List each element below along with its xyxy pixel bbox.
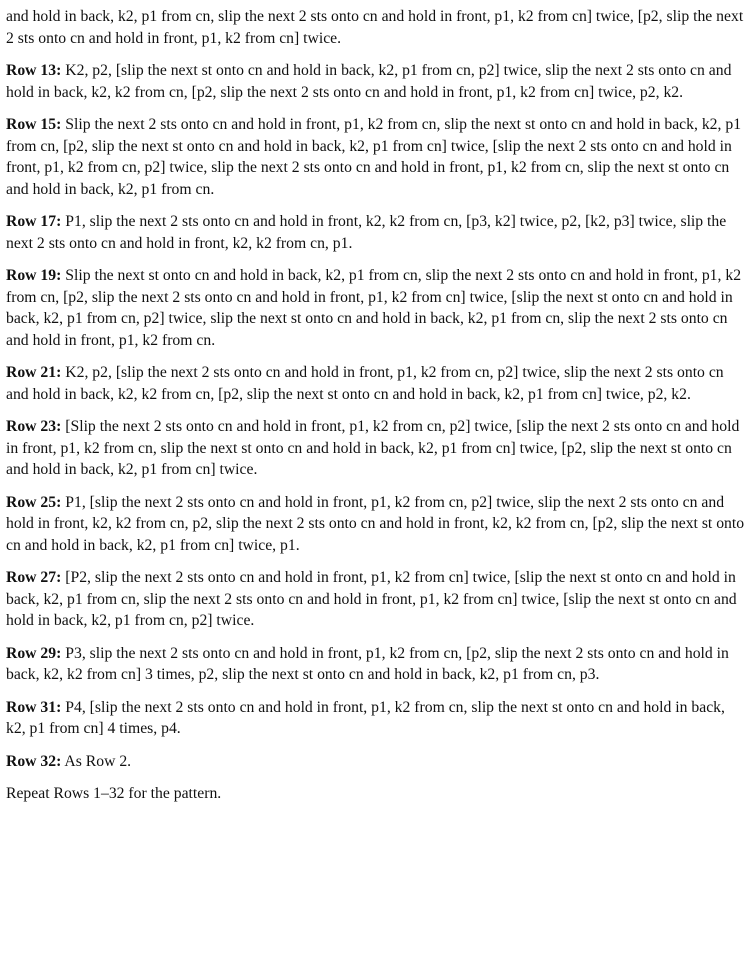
row-17-paragraph bbox=[6, 211, 746, 254]
row-17-label: Row 17: bbox=[6, 213, 62, 230]
row-23-text: [Slip the next 2 sts onto cn and hold in front, p1, k2 from cn, p2] twice, [slip the next 2 sts onto cn and hold in front, p1, k2 from cn, slip the next st onto cn and hold in back, k2, p1 from cn] twice, [p2, slip the next st onto cn and hold in back, k2, p1 from cn] twice. bbox=[6, 418, 740, 478]
row-25-paragraph bbox=[6, 492, 746, 557]
row-27-paragraph bbox=[6, 567, 746, 632]
row-19-label: Row 19: bbox=[6, 267, 62, 284]
row-32-text: As Row 2. bbox=[64, 752, 132, 770]
row-13-label: Row 13: bbox=[6, 62, 62, 79]
row-27-label: Row 27: bbox=[6, 569, 62, 586]
row-31-paragraph bbox=[6, 697, 746, 740]
row-32-paragraph bbox=[6, 751, 746, 773]
document-page bbox=[6, 6, 746, 816]
row-13-text: K2, p2, [slip the next st onto cn and hold in back, k2, p1 from cn, p2] twice, slip the next 2 sts onto cn and hold in back, k2, k2 from cn, [p2, slip the next 2 sts onto cn and hold in front, p1, k2 from cn] twice, p2, k2. bbox=[6, 62, 732, 101]
row-32-label: Row 32: bbox=[6, 752, 62, 770]
row-29-text: P3, slip the next 2 sts onto cn and hold in front, p1, k2 from cn, [p2, slip the next 2 sts onto cn and hold in back, k2, k2 from cn] 3 times, p2, slip the next st onto cn and hold in back, k2, p1 from cn, p3. bbox=[6, 644, 729, 683]
row-27-text: [P2, slip the next 2 sts onto cn and hold in front, p1, k2 from cn] twice, [slip the next st onto cn and hold in back, k2, p1 from cn, slip the next 2 sts onto cn and hold in front, p1, k2 from cn] twice, [slip the next st onto cn and hold in back, k2, p1 from cn, p2] twice. bbox=[6, 569, 737, 629]
row-15-text: Slip the next 2 sts onto cn and hold in front, p1, k2 from cn, slip the next st onto cn and hold in back, k2, p1 from cn, [p2, slip the next st onto cn and hold in back, k2, p1 from cn] twice, [slip the next 2 sts onto cn and hold in front, p1, k2 from cn, p2] twice, slip the next 2 sts onto cn and hold in front, p1, k2 from cn, slip the next st onto cn and hold in back, k2, p1 from cn. bbox=[6, 116, 742, 198]
row-23-paragraph bbox=[6, 416, 746, 481]
row-31-label: Row 31: bbox=[6, 698, 62, 716]
row-19-text: Slip the next st onto cn and hold in back, k2, p1 from cn, slip the next 2 sts onto cn and hold in front, p1, k2 from cn, [p2, slip the next 2 sts onto cn and hold in front, p1, k2 from cn] twice, [slip the next st onto cn and hold in back, k2, p1 from cn, p2] twice, slip the next st onto cn and hold in back, k2, p1 from cn, slip the next 2 sts onto cn and hold in front, p1, k2 from cn. bbox=[6, 267, 742, 349]
row-29-label: Row 29: bbox=[6, 644, 62, 662]
row-25-label: Row 25: bbox=[6, 493, 62, 511]
row-21-text: K2, p2, [slip the next 2 sts onto cn and hold in front, p1, k2 from cn, p2] twice, slip the next 2 sts onto cn and hold in back, k2, k2 from cn, [p2, slip the next st onto cn and hold in back, k2, p1 from cn] twice, p2, k2. bbox=[6, 364, 724, 403]
row-17-text: P1, slip the next 2 sts onto cn and hold in front, k2, k2 from cn, [p3, k2] twice, p2, [k2, p3] twice, slip the next 2 sts onto cn and hold in front, k2, k2 from cn, p1. bbox=[6, 213, 727, 252]
row-31-text: P4, [slip the next 2 sts onto cn and hold in front, p1, k2 from cn, slip the next st onto cn and hold in back, k2, p1 from cn] 4 times, p4. bbox=[6, 698, 725, 737]
row-15-paragraph bbox=[6, 114, 746, 200]
row-19-paragraph bbox=[6, 265, 746, 351]
closing-paragraph: Repeat Rows 1–32 for the pattern. bbox=[6, 785, 222, 802]
row-23-label: Row 23: bbox=[6, 418, 62, 435]
continuation-paragraph: and hold in back, k2, p1 from cn, slip the next 2 sts onto cn and hold in front, p1, k2 from cn] twice, [p2, slip the next 2 sts onto cn and hold in front, p1, k2 from cn] twice. bbox=[6, 8, 744, 47]
row-15-label: Row 15: bbox=[6, 116, 62, 133]
row-21-paragraph bbox=[6, 362, 746, 405]
row-21-label: Row 21: bbox=[6, 364, 62, 381]
row-25-text: P1, [slip the next 2 sts onto cn and hold in front, p1, k2 from cn, p2] twice, slip the next 2 sts onto cn and hold in front, k2, k2 from cn, p2, slip the next 2 sts onto cn and hold in front, k2, k2 from cn, [p2, slip the next st onto cn and hold in back, k2, p1 from cn] twice, p1. bbox=[6, 493, 745, 554]
row-13-paragraph bbox=[6, 60, 746, 103]
row-29-paragraph bbox=[6, 643, 746, 686]
